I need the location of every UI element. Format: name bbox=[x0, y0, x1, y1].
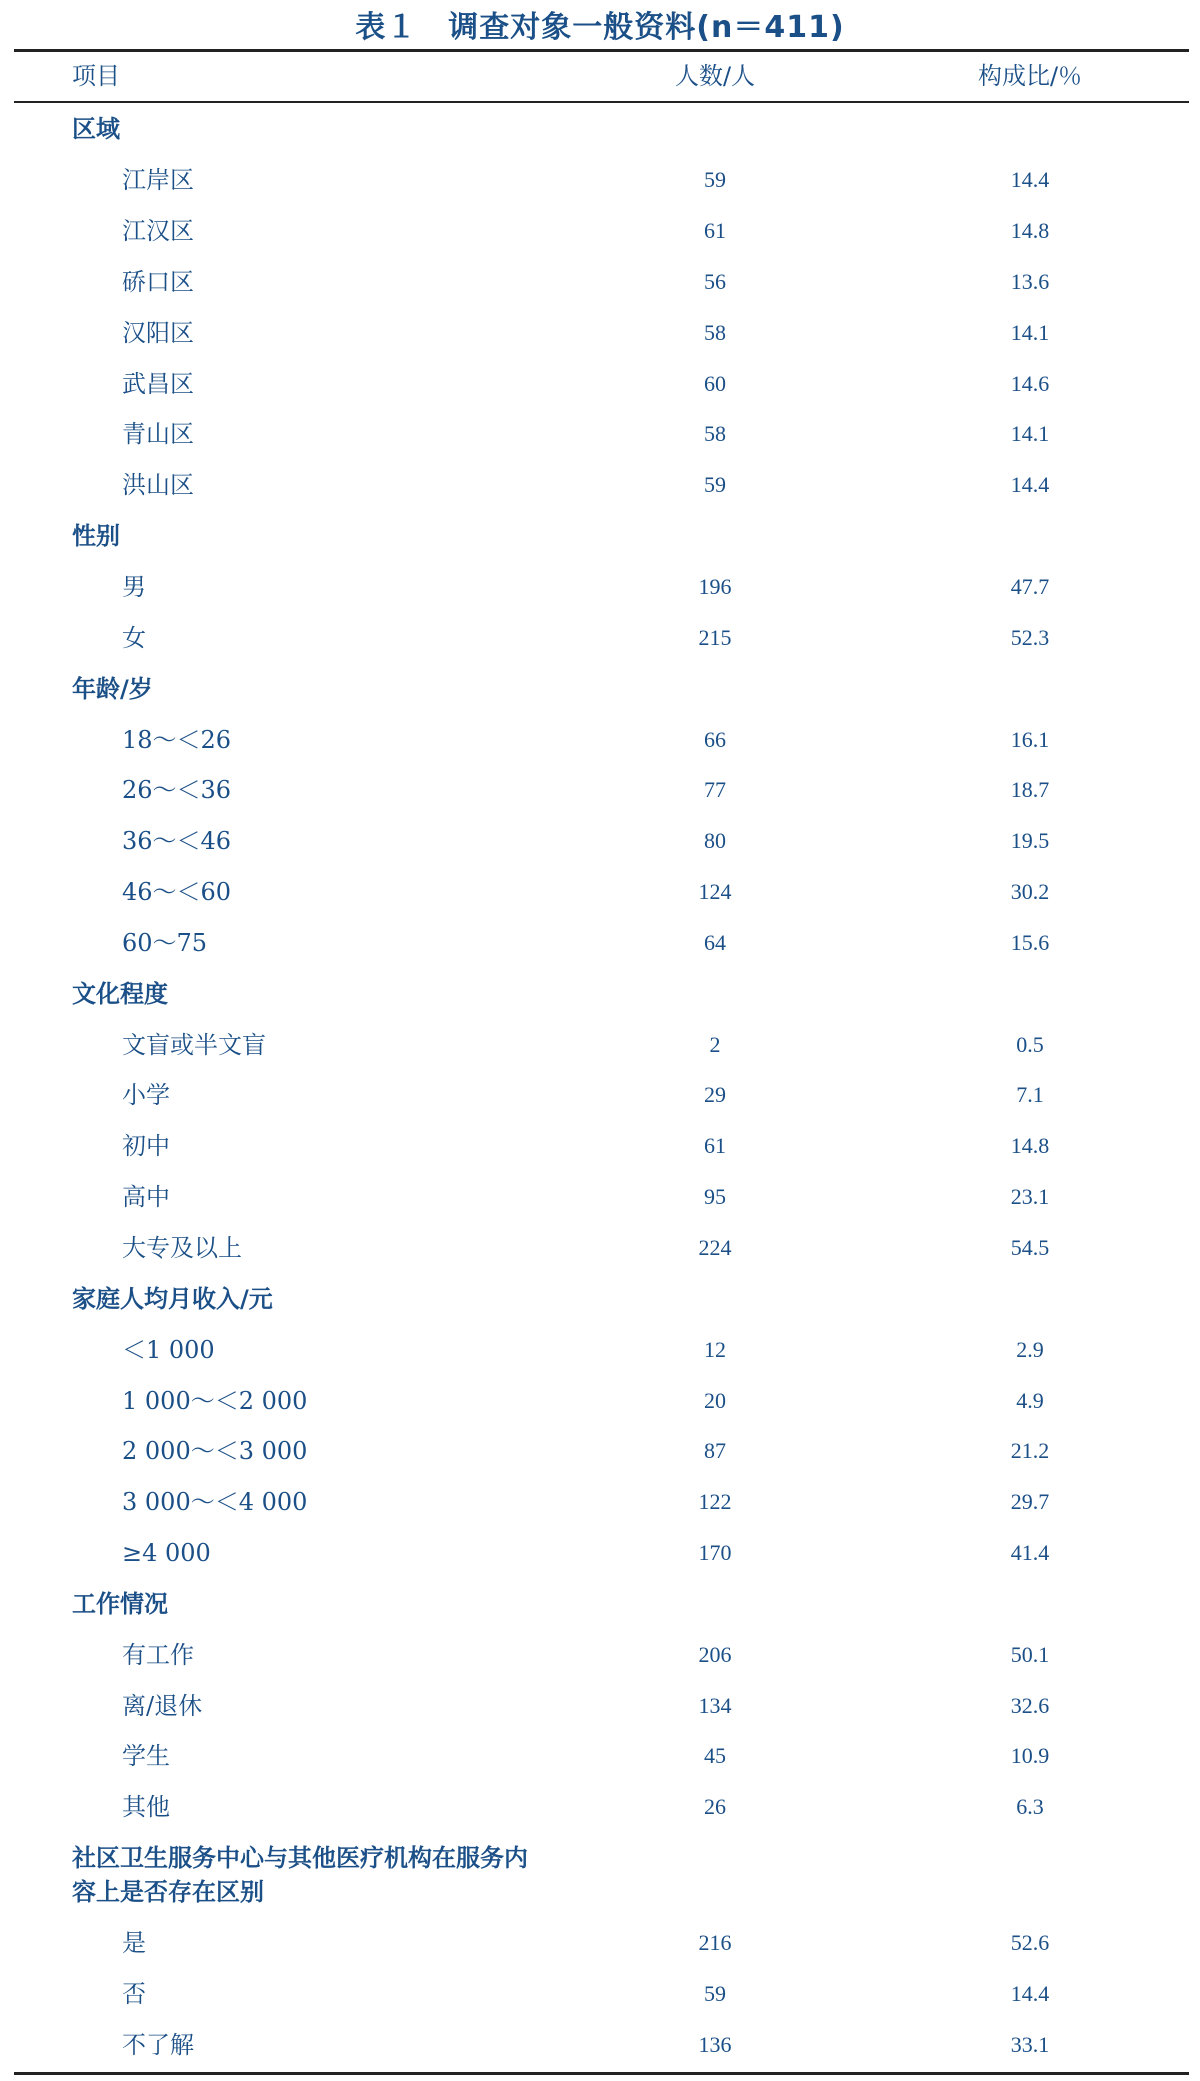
count-cell: 45 bbox=[704, 1743, 726, 1769]
row-label: 青山区 bbox=[122, 420, 194, 449]
percent-cell: 0.5 bbox=[1016, 1031, 1044, 1057]
row-label: 江岸区 bbox=[122, 166, 194, 195]
percent-cell: 23.1 bbox=[1010, 1184, 1050, 1210]
section-row bbox=[0, 1578, 1200, 1629]
table-row bbox=[0, 1121, 1200, 1172]
row-label: 大专及以上 bbox=[122, 1233, 242, 1262]
header-count: 人数/人 bbox=[674, 62, 756, 90]
table-row bbox=[0, 1918, 1200, 1969]
count-cell: 215 bbox=[698, 624, 732, 650]
percent-cell: 14.8 bbox=[1010, 218, 1050, 244]
count-cell: 80 bbox=[704, 828, 726, 854]
row-label: 有工作 bbox=[122, 1640, 194, 1669]
row-label: 女 bbox=[122, 623, 146, 652]
section-row bbox=[0, 1833, 1200, 1918]
table-row bbox=[0, 1426, 1200, 1477]
percent-cell: 52.6 bbox=[1010, 1930, 1050, 1956]
percent-cell: 33.1 bbox=[1010, 2031, 1050, 2057]
table-row bbox=[0, 206, 1200, 257]
count-cell: 77 bbox=[704, 777, 726, 803]
table-row bbox=[0, 2019, 1200, 2070]
row-label: 男 bbox=[122, 573, 146, 602]
percent-cell: 21.2 bbox=[1010, 1438, 1050, 1464]
count-cell: 20 bbox=[704, 1387, 726, 1413]
count-cell: 29 bbox=[704, 1082, 726, 1108]
table-row bbox=[0, 1375, 1200, 1426]
table-row bbox=[0, 1969, 1200, 2020]
section-row bbox=[0, 104, 1200, 155]
table-row bbox=[0, 1070, 1200, 1121]
table-row bbox=[0, 307, 1200, 358]
section-row bbox=[0, 511, 1200, 562]
count-cell: 95 bbox=[704, 1184, 726, 1210]
table-body bbox=[0, 104, 1200, 2070]
bottom-rule bbox=[14, 2072, 1189, 2075]
header-item: 项目 bbox=[72, 62, 120, 90]
table-row bbox=[0, 765, 1200, 816]
count-cell: 60 bbox=[704, 370, 726, 396]
percent-cell: 14.4 bbox=[1010, 167, 1050, 193]
row-label: 36～＜46 bbox=[122, 827, 232, 856]
row-label: 其他 bbox=[122, 1793, 170, 1822]
section-label: 社区卫生服务中心与其他医疗机构在服务内容上是否存在区别 bbox=[72, 1844, 528, 1907]
percent-cell: 29.7 bbox=[1010, 1489, 1050, 1515]
table-row bbox=[0, 257, 1200, 308]
percent-cell: 54.5 bbox=[1010, 1234, 1050, 1260]
row-label: 江汉区 bbox=[122, 217, 194, 246]
table-row bbox=[0, 1782, 1200, 1833]
percent-cell: 16.1 bbox=[1010, 726, 1050, 752]
header-rule bbox=[14, 101, 1189, 103]
section-label: 性别 bbox=[72, 522, 120, 551]
table-row bbox=[0, 1528, 1200, 1579]
percent-cell: 14.6 bbox=[1010, 370, 1050, 396]
percent-cell: 13.6 bbox=[1010, 268, 1050, 294]
percent-cell: 7.1 bbox=[1016, 1082, 1044, 1108]
row-label: 60～75 bbox=[122, 928, 208, 957]
percent-cell: 18.7 bbox=[1010, 777, 1050, 803]
percent-cell: 14.8 bbox=[1010, 1133, 1050, 1159]
percent-cell: 2.9 bbox=[1016, 1336, 1044, 1362]
row-label: 2 000～＜3 000 bbox=[122, 1437, 308, 1466]
section-label: 年龄/岁 bbox=[72, 674, 153, 703]
row-label: 不了解 bbox=[122, 2030, 194, 2059]
row-label: 洪山区 bbox=[122, 471, 194, 500]
count-cell: 134 bbox=[698, 1692, 732, 1718]
table-row bbox=[0, 1324, 1200, 1375]
section-row bbox=[0, 1273, 1200, 1324]
row-label: 武昌区 bbox=[122, 369, 194, 398]
row-label: 学生 bbox=[122, 1742, 170, 1771]
table-row bbox=[0, 816, 1200, 867]
row-label: 高中 bbox=[122, 1183, 170, 1212]
row-label: ≥4 000 bbox=[122, 1539, 211, 1568]
percent-cell: 10.9 bbox=[1010, 1743, 1050, 1769]
count-cell: 66 bbox=[704, 726, 726, 752]
table-row bbox=[0, 562, 1200, 613]
percent-cell: 47.7 bbox=[1010, 574, 1050, 600]
percent-cell: 30.2 bbox=[1010, 879, 1050, 905]
count-cell: 224 bbox=[698, 1234, 732, 1260]
row-label: 18～＜26 bbox=[122, 725, 232, 754]
section-label: 区域 bbox=[72, 115, 120, 144]
table-row bbox=[0, 1477, 1200, 1528]
table-row bbox=[0, 358, 1200, 409]
row-label: 文盲或半文盲 bbox=[122, 1030, 266, 1059]
row-label: 否 bbox=[122, 1979, 146, 2008]
row-label: 离/退休 bbox=[122, 1691, 203, 1720]
row-label: 26～＜36 bbox=[122, 776, 232, 805]
percent-cell: 4.9 bbox=[1016, 1387, 1044, 1413]
table-row bbox=[0, 918, 1200, 969]
section-row bbox=[0, 968, 1200, 1019]
row-label: 小学 bbox=[122, 1081, 170, 1110]
table-row bbox=[0, 1172, 1200, 1223]
count-cell: 196 bbox=[698, 574, 732, 600]
count-cell: 216 bbox=[698, 1930, 732, 1956]
count-cell: 87 bbox=[704, 1438, 726, 1464]
row-label: 3 000～＜4 000 bbox=[122, 1488, 308, 1517]
percent-cell: 14.1 bbox=[1010, 421, 1050, 447]
section-label: 文化程度 bbox=[72, 979, 168, 1008]
table-row bbox=[0, 155, 1200, 206]
table-row bbox=[0, 714, 1200, 765]
count-cell: 58 bbox=[704, 421, 726, 447]
row-label: 1 000～＜2 000 bbox=[122, 1386, 308, 1415]
count-cell: 59 bbox=[704, 167, 726, 193]
count-cell: 26 bbox=[704, 1794, 726, 1820]
percent-cell: 15.6 bbox=[1010, 929, 1050, 955]
count-cell: 170 bbox=[698, 1540, 732, 1566]
row-label: 初中 bbox=[122, 1132, 170, 1161]
percent-cell: 14.4 bbox=[1010, 1980, 1050, 2006]
count-cell: 122 bbox=[698, 1489, 732, 1515]
percent-cell: 14.4 bbox=[1010, 472, 1050, 498]
percent-cell: 6.3 bbox=[1016, 1794, 1044, 1820]
row-label: 是 bbox=[122, 1929, 146, 1958]
count-cell: 124 bbox=[698, 879, 732, 905]
percent-cell: 41.4 bbox=[1010, 1540, 1050, 1566]
count-cell: 206 bbox=[698, 1641, 732, 1667]
count-cell: 59 bbox=[704, 1980, 726, 2006]
table-row bbox=[0, 1680, 1200, 1731]
table-row bbox=[0, 1629, 1200, 1680]
row-label: 汉阳区 bbox=[122, 318, 194, 347]
top-rule bbox=[14, 49, 1189, 52]
count-cell: 61 bbox=[704, 1133, 726, 1159]
row-label: 硚口区 bbox=[122, 267, 194, 296]
table-row bbox=[0, 409, 1200, 460]
section-row bbox=[0, 663, 1200, 714]
percent-cell: 14.1 bbox=[1010, 319, 1050, 345]
count-cell: 12 bbox=[704, 1336, 726, 1362]
table-row bbox=[0, 612, 1200, 663]
count-cell: 56 bbox=[704, 268, 726, 294]
table-row bbox=[0, 1223, 1200, 1274]
percent-cell: 52.3 bbox=[1010, 624, 1050, 650]
section-label: 家庭人均月收入/元 bbox=[72, 1284, 273, 1313]
row-label: ＜1 000 bbox=[122, 1335, 215, 1364]
table-row bbox=[0, 1019, 1200, 1070]
count-cell: 61 bbox=[704, 218, 726, 244]
table-row bbox=[0, 1731, 1200, 1782]
table-row bbox=[0, 460, 1200, 511]
section-label: 工作情况 bbox=[72, 1589, 168, 1618]
count-cell: 136 bbox=[698, 2031, 732, 2057]
percent-cell: 32.6 bbox=[1010, 1692, 1050, 1718]
table-row bbox=[0, 867, 1200, 918]
table-title: 表１ 调查对象一般资料(n＝411) bbox=[355, 10, 845, 45]
percent-cell: 19.5 bbox=[1010, 828, 1050, 854]
header-percent: 构成比/％ bbox=[977, 62, 1083, 90]
percent-cell: 50.1 bbox=[1010, 1641, 1050, 1667]
count-cell: 58 bbox=[704, 319, 726, 345]
row-label: 46～＜60 bbox=[122, 878, 232, 907]
count-cell: 64 bbox=[704, 929, 726, 955]
count-cell: 59 bbox=[704, 472, 726, 498]
count-cell: 2 bbox=[709, 1031, 721, 1057]
